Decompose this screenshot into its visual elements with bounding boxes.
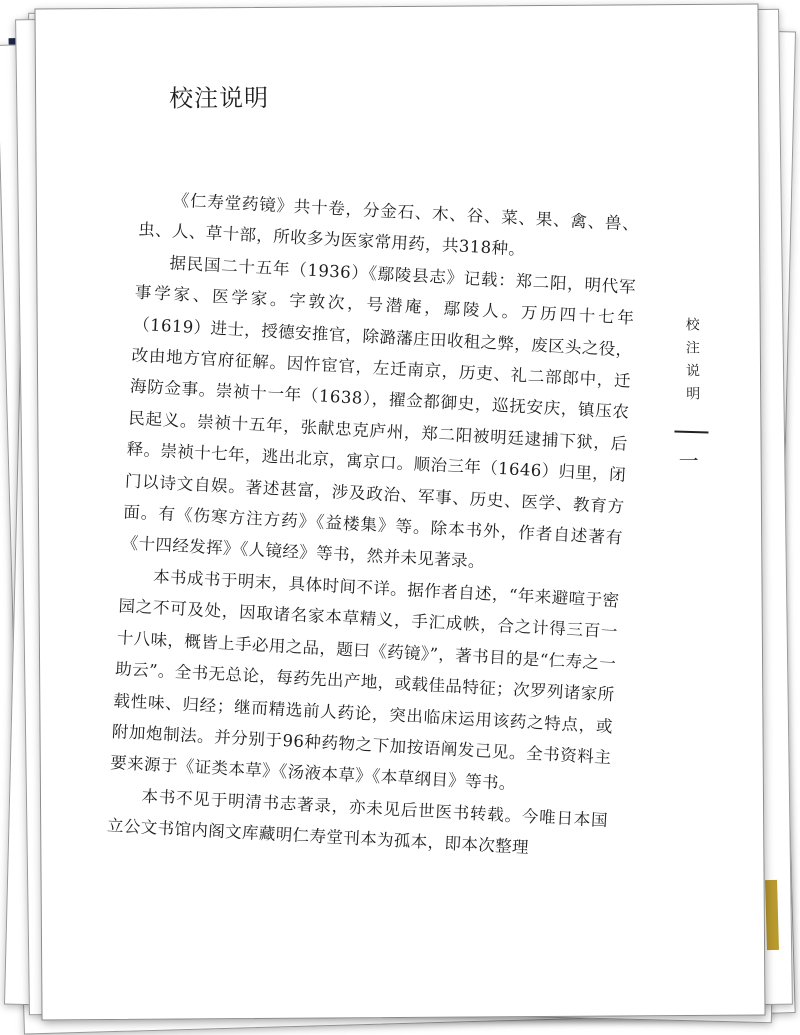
book-edge-gold [765,880,779,950]
page-title: 校注说明 [169,83,270,113]
paragraph: 《仁寿堂药镜》共十卷，分金石、木、谷、菜、果、禽、兽、虫、人、草十部，所收多为医家常用药，共318种。 [137,190,640,260]
paragraph: 本书不见于明清书志著录，亦未见后世医书转载。今唯日本国立公文书馆内阁文库藏明仁寿堂刊本为孤本，即本次整理 [106,786,609,858]
paragraph: 据民国二十五年（1936）《鄢陵县志》记载：郑二阳，明代军事学家、医学家。字敦次，号潜庵，鄢陵人。万历四十七年（1619）进士，授德安推官，除潞藩庄田收租之弊，废区头之役，改由地方官府征解。因忤宦官，左迁南京，历吏、礼二部郎中，迁海防佥事。崇祯十一年（1638），擢佥都御史，巡抚安庆，镇压农民起义。崇祯十五年，张献忠克庐州，郑二阳被明廷逮捕下狱，后释。崇祯十七年，逃出北京，寓京口。顺治三年（1646）归里，闭门以诗文自娱。著述甚富，涉及政治、军事、历史、医学、教育方面。有《伤寒方注方药》《益楼集》等。除本书外，作者自述著有《十四经发挥》《人镜经》等书，然并未见著录。 [121,253,637,572]
page-number: 一 [678,448,699,474]
document-page [34,3,765,1020]
body-text [106,183,640,868]
running-head: 校注说明 [683,316,701,410]
paragraph: 本书成书于明末，具体时间不详。据作者自述，“年来避喧于密园之不可及处，因取诸名家本草精义，手汇成帙，合之计得三百一十八味，概皆上手必用之品，题曰《药镜》”，著书目的是“仁寿之一助云”。全书无总论，每药先出产地，或载佳品特征；次罗列诸家所载性味、归经；继而精选前人药论，突出临床运用该药之特点，或附加炮制法。并分别于96种药物之下加按语阐发己见。全书资料主要来源于《证类本草》《汤液本草》《本草纲目》等书。 [109,566,620,794]
divider-line [674,430,708,433]
